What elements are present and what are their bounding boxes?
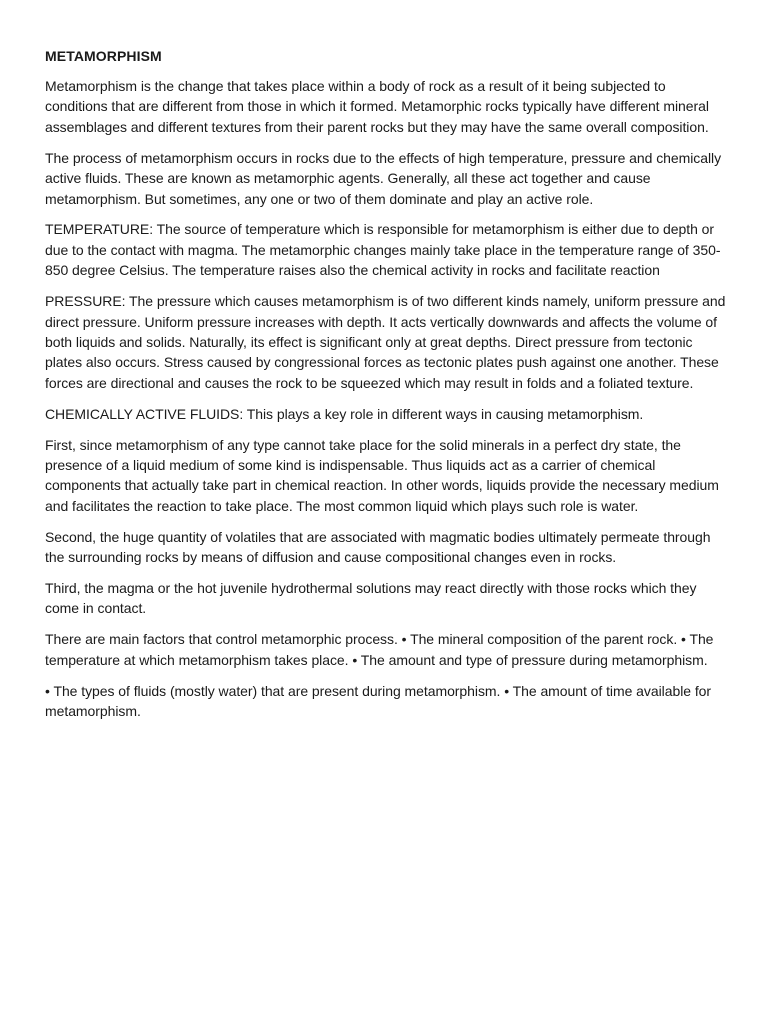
paragraph-intro: Metamorphism is the change that takes place within a body of rock as a result of it being subjected to conditions that are different from those in which it formed. Metamorphic rocks typically have different mineral assemblages and different textures from their parent rocks but they may have the same overall composition.	[45, 78, 709, 135]
paragraph-third: Third, the magma or the hot juvenile hydrothermal solutions may react directly with those rocks which they come in contact.	[45, 580, 697, 617]
paragraph-first: First, since metamorphism of any type cannot take place for the solid minerals in a perfect dry state, the presence of a liquid medium of some kind is indispensable. Thus liquids act as a carrier of chemical components that actually take part in chemical reaction. In other words, liquids provide the necessary medium and facilitates the reaction to take place. The most common liquid which plays such role is water.	[45, 436, 719, 514]
paragraph-factors: There are main factors that control metamorphic process. • The mineral composition of the parent rock. • The temperature at which metamorphism takes place. • The amount and type of pressure during metamorphism.	[45, 631, 714, 668]
document-title: METAMORPHISM	[45, 48, 162, 64]
paragraph-pressure: PRESSURE: The pressure which causes metamorphism is of two different kinds namely, uniform pressure and direct pressure. Uniform pressure increases with depth. It acts vertically downwards and affects the volume of both liquids and solids. Naturally, its effect is significant only at great depths. Direct pressure from tectonic plates also occurs. Stress caused by congressional forces as tectonic plates push against one another. These forces are directional and causes the rock to be squeezed which may result in folds and a foliated texture.	[45, 293, 726, 391]
paragraph-process: The process of metamorphism occurs in rocks due to the effects of high temperature, pressure and chemically active fluids. These are known as metamorphic agents. Generally, all these act together and cause metamorphism. But sometimes, any one or two of them dominate and play an active role.	[45, 149, 722, 207]
paragraph-factors-continued: • The types of fluids (mostly water) that are present during metamorphism. • The amount of time available for metamorphism.	[45, 682, 712, 720]
paragraph-second: Second, the huge quantity of volatiles that are associated with magmatic bodies ultimately permeate through the surrounding rocks by means of diffusion and cause compositional changes even in rocks.	[45, 528, 711, 566]
document-page	[45, 46, 729, 732]
paragraph-fluids: CHEMICALLY ACTIVE FLUIDS: This plays a key role in different ways in causing metamorphism.	[45, 405, 644, 422]
paragraph-temperature: TEMPERATURE: The source of temperature which is responsible for metamorphism is either due to depth or due to the contact with magma. The metamorphic changes mainly take place in the temperature range of 350-850 degree Celsius. The temperature raises also the chemical activity in rocks and facilitate reaction	[45, 221, 721, 279]
